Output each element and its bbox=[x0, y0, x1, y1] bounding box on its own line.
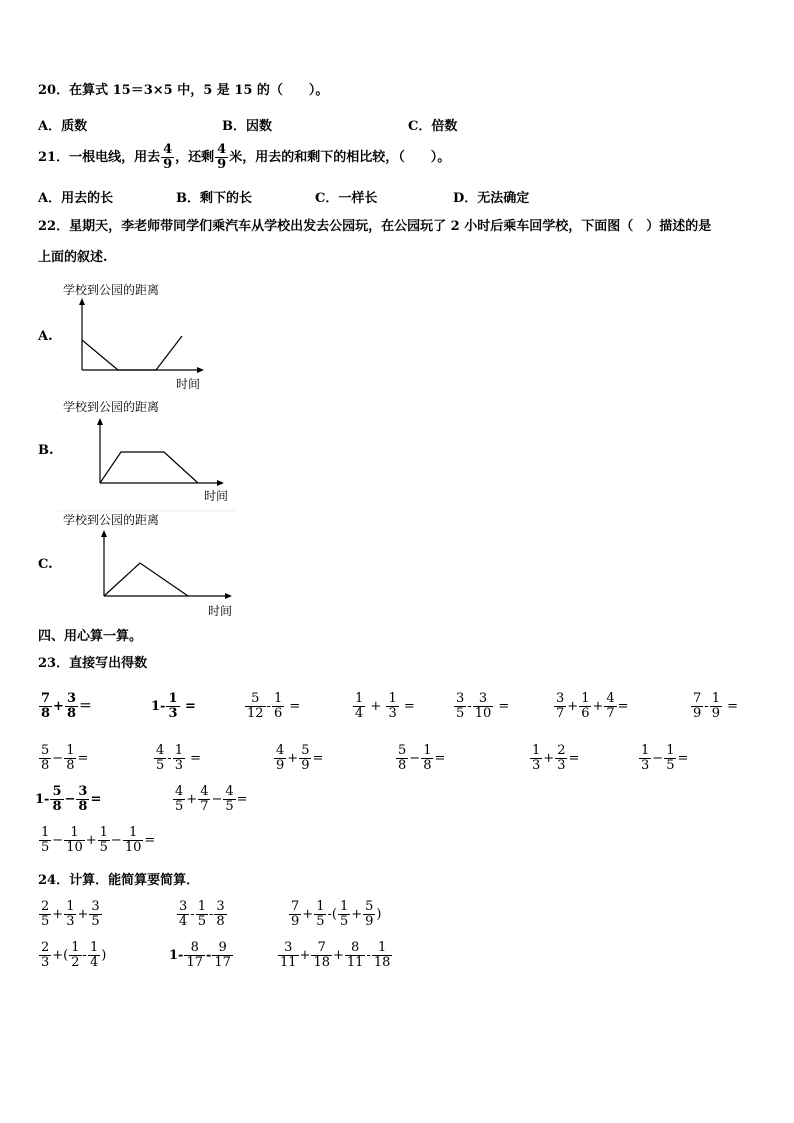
q21-option-b: B．剩下的长 bbox=[176, 191, 252, 206]
q20-option-c: C．倍数 bbox=[408, 119, 458, 134]
q24-expression: $\frac{3}{4}$ - $\frac{1}{5}$ - $\frac{3}{8}$ bbox=[179, 899, 225, 929]
q23-expression: $\frac{1}{3}$ − $\frac{1}{5}$ = bbox=[641, 743, 689, 773]
q21-option-d: D．无法确定 bbox=[453, 191, 530, 206]
q23-expression: $\frac{5}{8}$ − $\frac{1}{8}$ = bbox=[398, 743, 446, 773]
q21-text-3: 米，用去的和剩下的相比较，（ ）。 bbox=[229, 150, 451, 165]
q23-expression: $\frac{4}{5}$ - $\frac{1}{3}$ = bbox=[156, 743, 201, 773]
q23-expression: $\frac{5}{12}$ - $\frac{1}{6}$ = bbox=[247, 691, 301, 721]
arrow-up-icon bbox=[97, 418, 103, 425]
graph-c-ylabel: 学校到公园的距离 bbox=[63, 513, 160, 527]
question-20: 20．在算式 15＝3×5 中，5 是 15 的（ ）。 bbox=[38, 83, 329, 98]
arrow-up-icon bbox=[101, 530, 107, 537]
graph-c-xlabel: 时间 bbox=[208, 604, 233, 618]
graph-c bbox=[58, 510, 248, 622]
question-22-line1: 22．星期天，李老师带同学们乘汽车从学校出发去公园玩，在公园玩了 2 小时后乘车回学校，下面图（ ）描述的是 bbox=[38, 219, 712, 234]
graph-a-label: A. bbox=[38, 329, 53, 344]
q24-expression: $\frac{2}{5}$ + $\frac{1}{3}$ + $\frac{3}{5}$ bbox=[41, 899, 100, 929]
graph-b bbox=[58, 397, 238, 513]
q24-expression: $\frac{3}{11}$ + $\frac{7}{18}$ + $\frac{8}{11}$ - $\frac{1}{18}$ bbox=[280, 940, 391, 970]
q23-expression: $\frac{1}{5}$ − $\frac{1}{10}$ + $\frac{1}{5}$ − $\frac{1}{10}$ = bbox=[41, 825, 156, 855]
graph-b-ylabel: 学校到公园的距离 bbox=[63, 400, 160, 414]
q21-text-1: 21．一根电线，用去 bbox=[38, 150, 161, 165]
graph-a-ylabel: 学校到公园的距离 bbox=[63, 283, 160, 297]
q23-expression: $\frac{5}{8}$ − $\frac{1}{8}$ = bbox=[41, 743, 89, 773]
q24-expression: 1- $\frac{8}{17}$ - $\frac{9}{17}$ bbox=[169, 940, 231, 970]
q23-expression: $\frac{1}{4}$ + $\frac{1}{3}$ = bbox=[355, 691, 415, 721]
q23-expression: $\frac{4}{5}$ + $\frac{4}{7}$ − $\frac{4}{5}$ = bbox=[175, 784, 248, 814]
fraction: $\frac{4}{9}$ bbox=[217, 142, 227, 172]
q23-expression: $\frac{7}{9}$ - $\frac{1}{9}$ = bbox=[693, 691, 738, 721]
q20-option-b: B．因数 bbox=[222, 119, 272, 134]
q21-option-a: A．用去的长 bbox=[38, 191, 114, 206]
graph-b-xlabel: 时间 bbox=[204, 489, 229, 503]
section-4-title: 四、用心算一算。 bbox=[38, 629, 143, 644]
graph-a-xlabel: 时间 bbox=[176, 377, 201, 391]
question-24-title: 24．计算．能简算要简算． bbox=[38, 873, 200, 888]
graph-b-label: B. bbox=[38, 443, 54, 458]
q21-text-2: ，还剩 bbox=[175, 150, 215, 165]
arrow-right-icon bbox=[217, 480, 224, 486]
q23-expression: 1- $\frac{5}{8}$ − $\frac{3}{8}$ = bbox=[35, 784, 102, 814]
q23-expression: $\frac{3}{5}$ - $\frac{3}{10}$ = bbox=[456, 691, 510, 721]
question-21 bbox=[38, 143, 450, 173]
q23-expression: $\frac{4}{9}$ + $\frac{5}{9}$ = bbox=[276, 743, 324, 773]
q21-option-c: C．一样长 bbox=[315, 191, 378, 206]
q24-expression: $\frac{7}{9}$ + $\frac{1}{5}$ -( $\frac{1}{5}$ + $\frac{5}{9}$ ) bbox=[291, 899, 382, 929]
q23-expression: $\frac{7}{8}$ + $\frac{3}{8}$ ＝ bbox=[41, 691, 93, 721]
q23-expression: $\frac{1}{3}$ + $\frac{2}{3}$ = bbox=[532, 743, 580, 773]
fraction: $\frac{4}{9}$ bbox=[163, 142, 173, 172]
q23-expression: $\frac{3}{7}$ + $\frac{1}{6}$ + $\frac{4}{7}$ = bbox=[556, 691, 629, 721]
arrow-up-icon bbox=[79, 298, 85, 305]
q20-option-a: A．质数 bbox=[38, 119, 88, 134]
q23-expression: 1- $\frac{1}{3}$ = bbox=[151, 691, 196, 721]
graph-a bbox=[58, 280, 218, 395]
graph-c-label: C. bbox=[38, 557, 53, 572]
q24-expression: $\frac{2}{3}$ +( $\frac{1}{2}$ - $\frac{1}{4}$ ) bbox=[41, 940, 107, 970]
arrow-right-icon bbox=[225, 593, 232, 599]
question-23-title: 23．直接写出得数 bbox=[38, 656, 148, 671]
question-22-line2: 上面的叙述. bbox=[38, 250, 108, 265]
arrow-right-icon bbox=[197, 367, 204, 373]
